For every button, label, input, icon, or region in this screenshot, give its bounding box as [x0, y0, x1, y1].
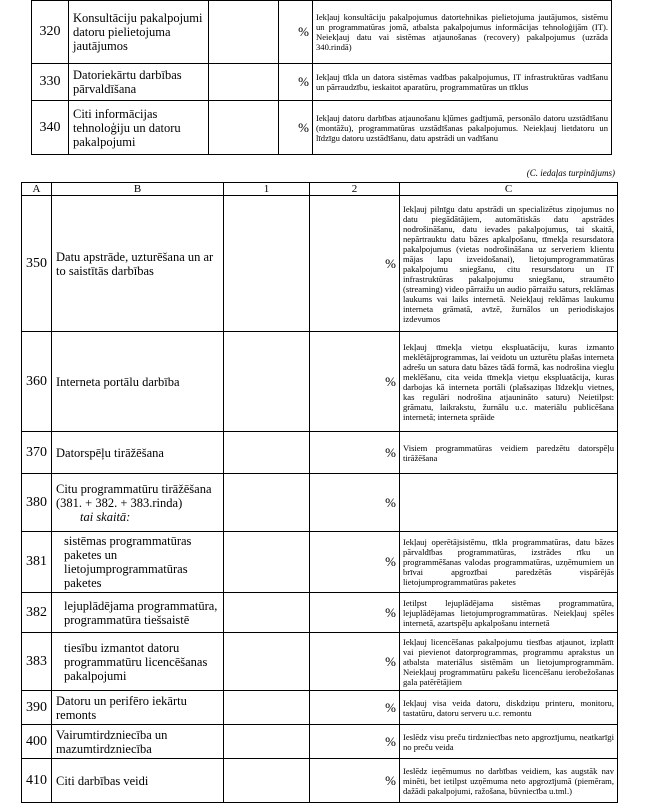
value-cell-1[interactable]: [224, 532, 310, 593]
table-row: [32, 1, 612, 64]
percent-cell[interactable]: %: [310, 532, 400, 593]
row-note: Iekļauj operētājsistēmu, tīkla programmatūras, datu bāzes pārvaldības programmatūras, izstrādes rīku un programmēšanas valodas programmatūras, uzņēmumiem un brīvai apgrozībai paredzētās vispārējās lietojumprogrammatūras paketes: [400, 532, 618, 593]
row-code: 383: [22, 633, 52, 691]
header-c: C: [400, 183, 618, 196]
percent-cell[interactable]: %: [310, 196, 400, 332]
percent-cell[interactable]: %: [310, 691, 400, 725]
percent-cell[interactable]: %: [279, 101, 313, 155]
row-note: Iekļauj tīkla un datora sistēmas vadības pakalpojumus, IT infrastruktūras vadīšanu un pārraudzību, ieskaitot aparatūru, programmatūras un tīklus: [313, 64, 612, 101]
table-row: [22, 196, 618, 332]
percent-cell[interactable]: %: [310, 332, 400, 432]
table-row: [22, 432, 618, 474]
row-name: Konsultāciju pakalpojumi datoru pielietojuma jautājumos: [69, 1, 209, 64]
row-note: Iekļauj tīmekļa vietņu ekspluatāciju, kuras izmanto meklētājprogrammas, lai veidotu un uzturētu plašas interneta adrešu un satura datu bāzes tādā formā, kas nodrošina vieglu meklēšanu, cita veida tīmekļa vietņu ekspluatācija, kuras darbojas kā interneta portāli (plašsaziņas līdzekļu vietnes, kas regulāri nodrošina atjaunināto saturu) Neietilpst: grāmatu, laikrakstu, žurnālu u.c. materiālu publicēšana internetā; interneta sprāide: [400, 332, 618, 432]
header-b: B: [52, 183, 224, 196]
row-note: Ietilpst lejuplādējama sistēmas programmatūra, lejuplādējamas lietojumprogrammatūras. Neiekļauj spēles internetā, azartspēļu apkalpošanu internetā: [400, 593, 618, 633]
percent-cell[interactable]: %: [279, 1, 313, 64]
table-row: [22, 759, 618, 803]
table-row: [22, 725, 618, 759]
row-name: tiesību izmantot datoru programmatūru licencēšanas pakalpojumi: [52, 633, 224, 691]
row-name: [52, 474, 224, 532]
header-row: [22, 183, 618, 196]
row-code: 340: [32, 101, 69, 155]
percent-cell[interactable]: %: [310, 593, 400, 633]
row-code: 400: [22, 725, 52, 759]
row-note: Ieslēdz visu preču tirdzniecības neto apgrozījumu, neatkarīgi no preču veida: [400, 725, 618, 759]
row-name-text: Citu programmatūru tirāžēšana (381. + 382. + 383.rinda): [56, 481, 212, 510]
value-cell-1[interactable]: [224, 432, 310, 474]
value-cell-1[interactable]: [224, 633, 310, 691]
row-name: Datoriekārtu darbības pārvaldīšana: [69, 64, 209, 101]
percent-cell[interactable]: %: [279, 64, 313, 101]
value-cell-1[interactable]: [224, 759, 310, 803]
row-note: Iekļauj konsultāciju pakalpojumus datortehnikas pielietojuma jautājumos, sistēmu un programmatūras jomā, atbalsta pakalpojumus informācijas tehnoloģijām (IT). Neiekļauj datu vai sistēmas atjaunošanas (recovery) pakalpojumus (uzrāda 340.rindā): [313, 1, 612, 64]
value-cell-1[interactable]: [224, 593, 310, 633]
value-cell-1[interactable]: [224, 474, 310, 532]
row-note: Iekļauj pilnīgu datu apstrādi un specializētus ziņojumus no datu piegādātājiem, automātiskās datu apstrādes nodrošināšanu, datu ievades pakalpojumus, tai skaitā, nepārtrauktu datu bāzes apkalpošanu, tīmekļa resursdatora pakalpojumus (vietas nodrošināšana uz serveriem klientu mājas lapu izveidošanai), lietojumprogrammatūras pakalpojumu sniegšanu, citu resursdatoru un IT infrastruktūras pakalpojumu sniegšanu, straumēto (streaming) video pārraižu un audio pārraižu saturs, reklāmas laukums vai laiks internetā. Neiekļauj reklāmas laukumu interneta grāmatā, avīzē, žurnālos un periodiskajos izdevumos: [400, 196, 618, 332]
table-row: [22, 532, 618, 593]
row-code: 410: [22, 759, 52, 803]
row-name: Citi informācijas tehnoloģiju un datoru pakalpojumi: [69, 101, 209, 155]
value-cell-1[interactable]: [209, 64, 279, 101]
row-note: Iekļauj licencēšanas pakalpojumu tiesības atjaunot, izplatīt vai pievienot datorprogrammas, programmu aprakstus un atbalsta materiālus sistēmām un lietojumprogrammām. Neiekļauj programmatūru pakešu licencēšanu ierobežošanas gala patērētājiem: [400, 633, 618, 691]
row-note: Ieslēdz ieņēmumus no darbības veidiem, kas augstāk nav minēti, bet ietilpst uzņēmuma neto apgrozījumā (piemēram, dažādi pakalpojumi, ražošana, būvniecība u.tml.): [400, 759, 618, 803]
main-table: [21, 182, 618, 803]
header-2: 2: [310, 183, 400, 196]
table-row: [32, 64, 612, 101]
row-note: Iekļauj datoru darbības atjaunošanu kļūmes gadījumā, personālo datoru uzstādīšanu (montāžu), programmatūras uzstādīšanas pakalpojumus. Neiekļauj lietdatoru un līdzīgu datoru uzstādīšanu, datu apstrādi un vadīšanu: [313, 101, 612, 155]
row-name: Datorspēļu tirāžēšana: [52, 432, 224, 474]
row-name: lejuplādējama programmatūra, programmatūra tiešsaistē: [52, 593, 224, 633]
percent-cell[interactable]: %: [310, 725, 400, 759]
table-row: [32, 101, 612, 155]
value-cell-1[interactable]: [224, 725, 310, 759]
row-name: Citi darbības veidi: [52, 759, 224, 803]
row-code: 350: [22, 196, 52, 332]
row-code: 370: [22, 432, 52, 474]
row-code: 381: [22, 532, 52, 593]
row-code: 390: [22, 691, 52, 725]
percent-cell[interactable]: %: [310, 759, 400, 803]
row-code: 382: [22, 593, 52, 633]
row-code: 360: [22, 332, 52, 432]
header-a: A: [22, 183, 52, 196]
table-row: [22, 474, 618, 532]
row-note: Iekļauj visa veida datoru, diskdziņu printeru, monitoru, tastatūru, datoru serveru u.c. remontu: [400, 691, 618, 725]
row-code: 320: [32, 1, 69, 64]
row-name: Datoru un perifēro iekārtu remonts: [52, 691, 224, 725]
top-table: [31, 0, 612, 155]
header-1: 1: [224, 183, 310, 196]
row-subtitle: tai skaitā:: [80, 509, 131, 524]
continuation-label: (C. iedaļas turpinājums): [526, 168, 615, 178]
value-cell-1[interactable]: [209, 1, 279, 64]
table-row: [22, 332, 618, 432]
percent-cell[interactable]: %: [310, 474, 400, 532]
row-note: Visiem programmatūras veidiem paredzētu datorspēļu tirāžēšana: [400, 432, 618, 474]
table-row: [22, 593, 618, 633]
row-name: Datu apstrāde, uzturēšana un ar to saistītās darbības: [52, 196, 224, 332]
row-note: [400, 474, 618, 532]
value-cell-1[interactable]: [224, 691, 310, 725]
table-row: [22, 633, 618, 691]
row-name: Vairumtirdzniecība un mazumtirdzniecība: [52, 725, 224, 759]
table-row: [22, 691, 618, 725]
row-name: Interneta portālu darbība: [52, 332, 224, 432]
row-code: 380: [22, 474, 52, 532]
percent-cell[interactable]: %: [310, 432, 400, 474]
value-cell-1[interactable]: [224, 332, 310, 432]
percent-cell[interactable]: %: [310, 633, 400, 691]
row-name: sistēmas programmatūras paketes un lietojumprogrammatūras paketes: [52, 532, 224, 593]
row-code: 330: [32, 64, 69, 101]
value-cell-1[interactable]: [224, 196, 310, 332]
value-cell-1[interactable]: [209, 101, 279, 155]
